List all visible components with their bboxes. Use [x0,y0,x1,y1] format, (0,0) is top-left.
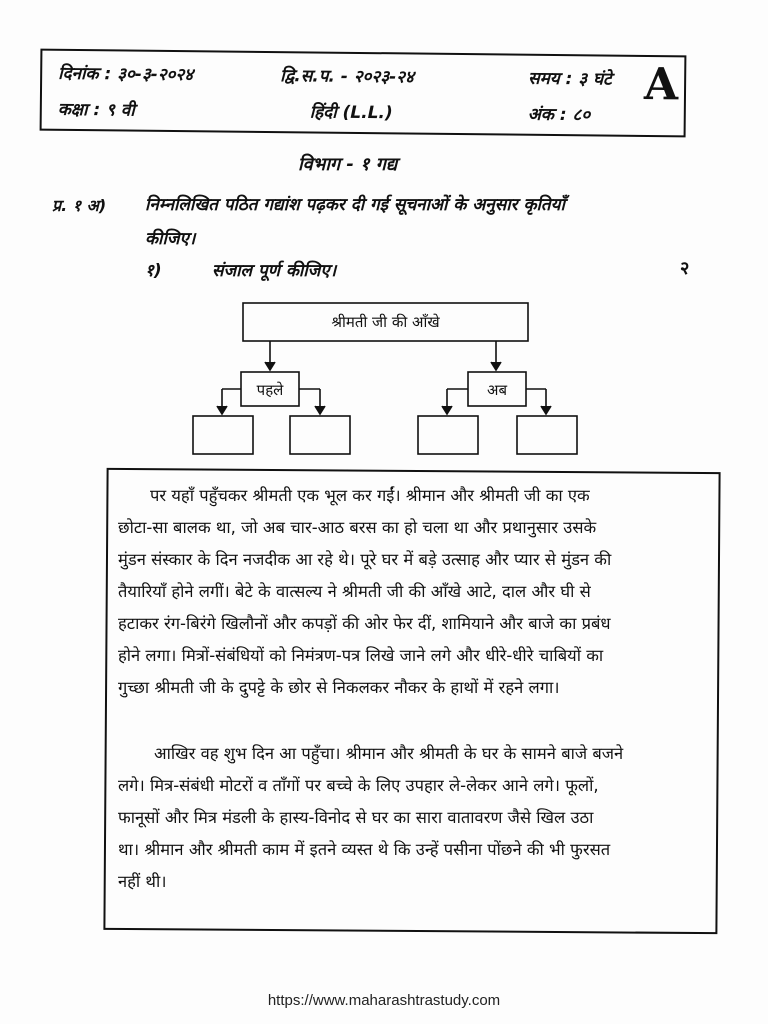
subquestion-number: १) [145,261,162,281]
passage-line: हटाकर रंग-बिरंगे खिलौनों और कपड़ों की ओर फेर दीं, शामियाने और बाजे का प्रबंध [118,614,611,633]
exam-marks: अंक : ८० [527,104,591,126]
passage-line: छोटा-सा बालक था, जो अब चार-आठ बरस का हो चला था और प्रथानुसार उसके [118,518,597,537]
answer-box [193,416,253,454]
footer-url: https://www.maharashtrastudy.com [267,992,501,1009]
question-text-line: निम्नलिखित पठित गद्यांश पढ़कर दी गई सूचनाओं के अनुसार कृतियाँ [145,195,565,215]
exam-subject: हिंदी (L.L.) [309,102,393,124]
passage-paragraph-1 [118,480,708,704]
subquestion-marks: २ [680,258,690,279]
passage-line: लगे। मित्र-संबंधी मोटरों व ताँगों पर बच्चे के लिए उपहार ले-लेकर आने लगे। फूलों, [118,776,599,795]
diagram-root-label: श्रीमती जी की आँखे [331,313,440,331]
exam-name: द्वि.स.प. - २०२३-२४ [280,66,414,88]
exam-date: दिनांक : ३०-३-२०२४ [58,63,194,86]
passage-line: तैयारियाँ होने लगीं। बेटे के वात्सल्य ने श्रीमती जी की आँखे आटे, दाल और घी से [118,582,591,601]
passage-paragraph-2 [118,738,708,898]
passage-line: गुच्छा श्रीमती जी के दुपट्टे के छोर से निकलकर नौकर के हाथों में रहने लगा। [118,678,560,697]
passage-line: आखिर वह शुभ दिन आ पहुँचा। श्रीमान और श्रीमती के घर के सामने बाजे बजने [154,744,624,763]
paper-set-letter: A [643,58,679,111]
exam-time: समय : ३ घंटे [528,68,612,90]
exam-class: कक्षा : ९ वी [57,99,135,121]
passage-line: फानूसों और मित्र मंडली के हास्य-विनोद से घर का सारा वातावरण जैसे खिल उठा [118,808,594,827]
diagram-left-label: पहले [256,381,284,399]
section-title: विभाग - १ गद्य [298,154,398,175]
passage-line: नहीं थी। [118,872,167,891]
answer-box [290,416,350,454]
passage-line: होने लगा। मित्रों-संबंधियों को निमंत्रण-पत्र लिखे जाने लगे और धीरे-धीरे चाबियों का [118,646,604,665]
question-number: प्र. १ अ) [52,196,107,215]
diagram-right-label: अब [486,381,508,399]
answer-box [418,416,478,454]
question-text-line: कीजिए। [145,229,196,249]
passage-line: मुंडन संस्कार के दिन नजदीक आ रहे थे। पूरे घर में बड़े उत्साह और प्यार से मुंडन की [118,550,612,569]
answer-box [517,416,577,454]
subquestion-text: संजाल पूर्ण कीजिए। [212,261,337,281]
passage-line: पर यहाँ पहुँचकर श्रीमती एक भूल कर गईं। श्रीमान और श्रीमती जी का एक [150,486,590,505]
passage-line: था। श्रीमान और श्रीमती काम में इतने व्यस्त थे कि उन्हें पसीना पोंछने की भी फुरसत [118,840,611,859]
